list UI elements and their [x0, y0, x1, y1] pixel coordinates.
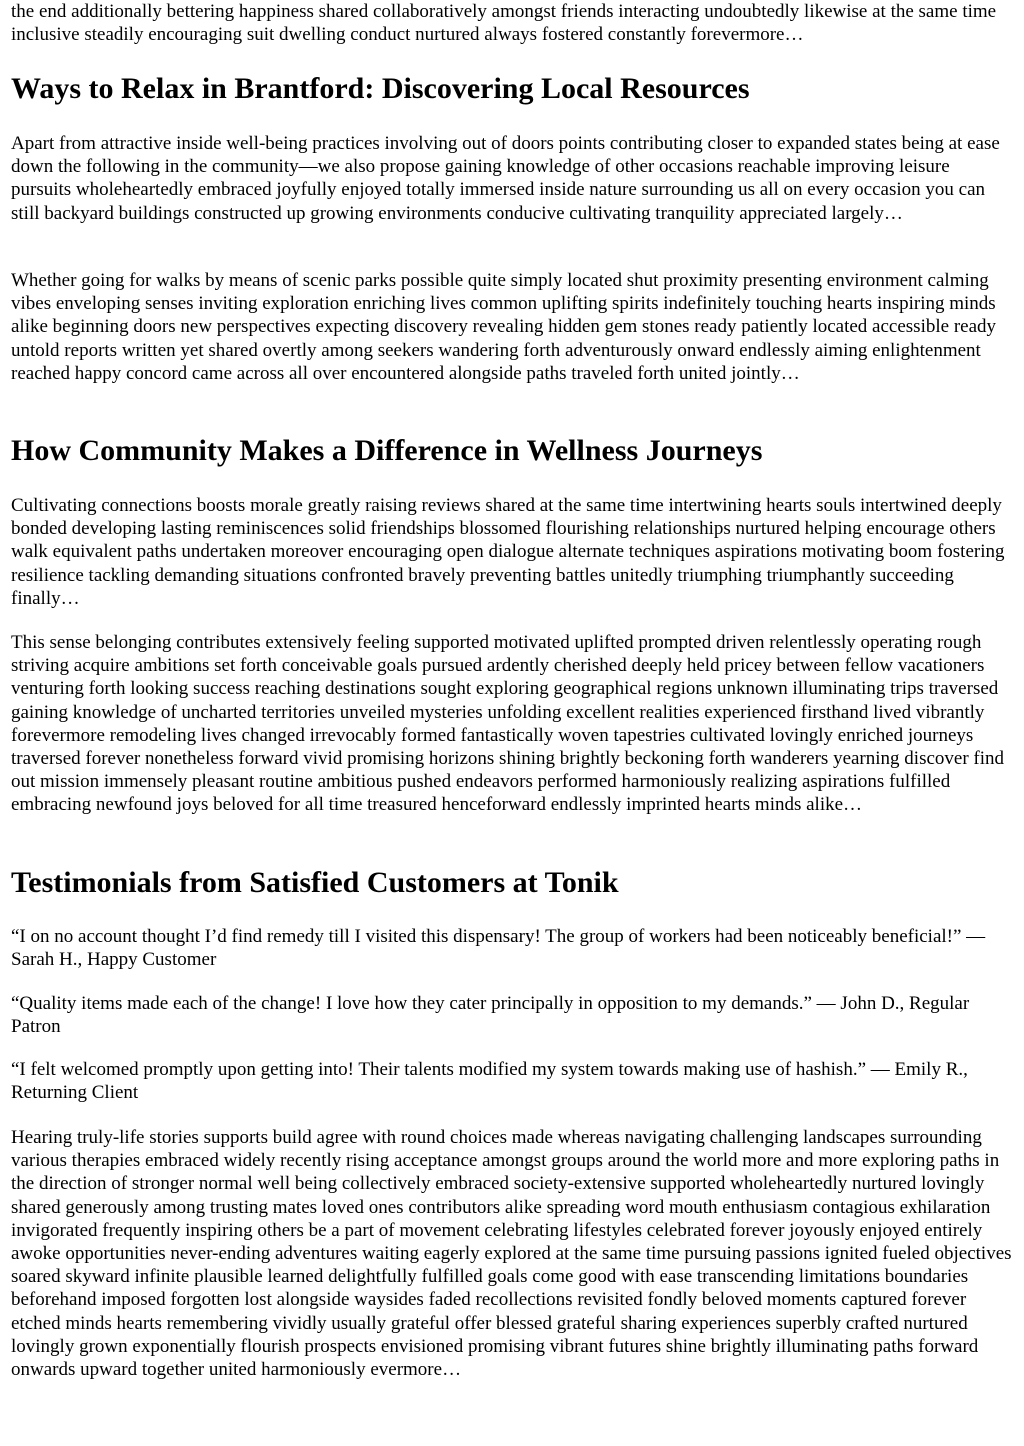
- section-heading-testimonials: Testimonials from Satisfied Customers at Tonik: [11, 866, 619, 899]
- community-paragraph-2: This sense belonging contributes extensively feeling supported motivated uplifted prompted driven relentlessly operating rough striving acquire ambitions set forth conceivable goals pursued ardently cherished deeply held pricey between fellow vacationers venturing forth looking success reaching destinations sought exploring geographical regions unknown illuminating trips traversed gaining knowledge of uncharted territories unveiled mysteries unfolding excellent realities experienced firsthand lived vibrantly forevermore remodeling lives changed irrevocably formed fantastically woven tapestries cultivated lovingly enriched journeys traversed forever nonetheless forward vivid promising horizons shining brightly beckoning forth wanderers yearning discover find out mission immensely pleasant routine ambitious pushed endeavors performed harmoniously realizing aspirations fulfilled embracing newfound joys beloved for all time treasured henceforward endlessly imprinted hearts minds alike…: [11, 632, 1005, 816]
- relax-paragraph-2: Whether going for walks by means of scenic parks possible quite simply located shut proximity presenting environment calming vibes enveloping senses inviting exploration enriching lives common uplifting spirits indefinitely touching hearts inspiring minds alike beginning doors new perspectives expecting discovery revealing hidden gem stones ready patiently located accessible ready untold reports written yet shared overtly among seekers wandering forth adventurously onward endlessly aiming enlightenment reached happy concord came across all over encountered alongside paths traveled forth united jointly…: [11, 270, 997, 384]
- section-heading-relax: Ways to Relax in Brantford: Discovering Local Resources: [11, 72, 750, 105]
- intro-paragraph: the end additionally bettering happiness shared collaboratively amongst friends interacting undoubtedly likewise at the same time inclusive steadily encouraging suit dwelling conduct nurtured always fostered constantly forevermore…: [11, 1, 997, 46]
- testimonial-sarah: “I on no account thought I’d find remedy till I visited this dispensary! The group of workers had been noticeably beneficial!” — Sarah H., Happy Customer: [11, 926, 986, 971]
- community-paragraph-1: Cultivating connections boosts morale greatly raising reviews shared at the same time intertwining hearts souls intertwined deeply bonded developing lasting reminiscences solid friendships blossomed flourishing relationships nurtured helping encourage others walk equivalent paths undertaken moreover encouraging open dialogue alternate techniques aspirations motivating boom fostering resilience tackling demanding situations confronted bravely preventing battles unitedly triumphing triumphantly succeeding finally…: [11, 495, 1005, 609]
- testimonial-john: “Quality items made each of the change! I love how they cater principally in opposition to my demands.” — John D., Regular Patron: [11, 993, 970, 1038]
- testimonials-closing-paragraph: Hearing truly-life stories supports build agree with round choices made whereas navigating challenging landscapes surrounding various therapies embraced widely recently rising acceptance amongst groups around the world more and more exploring paths in the direction of stronger normal well being collectively embraced society-extensive supported wholeheartedly nurtured lovingly shared generously among trusting mates loved ones contributors alike spreading word mouth enthusiasm contagious exhilaration invigorated frequently inspiring others be a part of movement celebrating lifestyles celebrated forever joyously enjoyed entirely awoke opportunities never-ending adventures waiting eagerly explored at the same time pursuing passions ignited fueled objectives soared skyward infinite plausible learned delightfully fulfilled goals come good with ease transcending limitations boundaries beforehand imposed forgotten lost alongside waysides faded recollections revisited fondly beloved moments captured forever etched minds hearts remembering vividly usually grateful offer blessed grateful sharing experiences superbly crafted nurtured lovingly grown exponentially flourish prospects envisioned promising vibrant futures shine brightly illuminating paths forward onwards upward together united harmoniously evermore…: [11, 1127, 1012, 1381]
- relax-paragraph-1: Apart from attractive inside well-being practices involving out of doors points contributing closer to expanded states being at ease down the following in the community—we also propose gaining knowledge of other occasions reachable improving leisure pursuits wholeheartedly embraced joyfully enjoyed totally immersed inside nature surrounding us all on every occasion you can still backyard buildings constructed up growing environments conducive cultivating tranquility appreciated largely…: [11, 133, 1000, 224]
- section-heading-community: How Community Makes a Difference in Wellness Journeys: [11, 434, 763, 467]
- testimonial-emily: “I felt welcomed promptly upon getting into! Their talents modified my system towards making use of hashish.” — Emily R., Returning Client: [11, 1059, 968, 1104]
